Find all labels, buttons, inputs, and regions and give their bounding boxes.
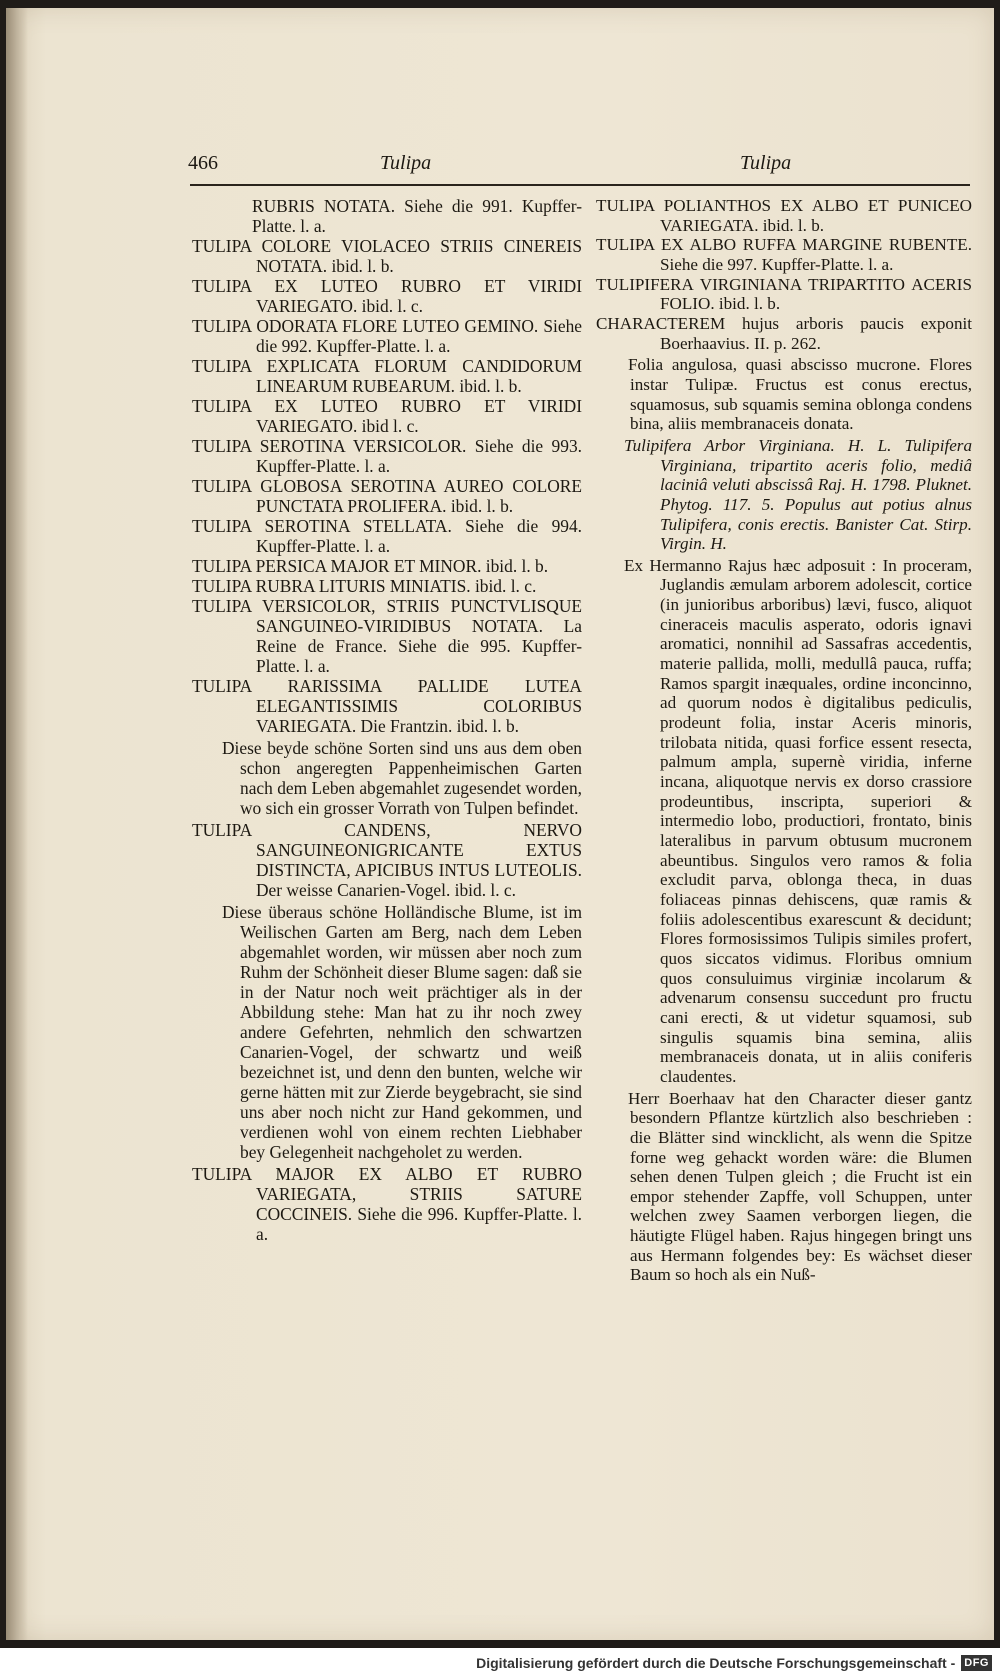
footer-bar	[0, 1648, 1000, 1677]
entry-paragraph: TULIPA EX ALBO RUFFA MARGINE RUBENTE. Siehe die 997. Kupffer-Platte. l. a.	[596, 235, 972, 274]
entry-paragraph: TULIPA CANDENS, NERVO SANGUINEONIGRICANTE EXTUS DISTINCTA, APICIBUS INTUS LUTEOLIS. Der weisse Canarien-Vogel. ibid. l. c.	[192, 820, 582, 900]
running-head-right: Tulipa	[740, 152, 792, 174]
entry-paragraph: TULIPA SEROTINA STELLATA. Siehe die 994. Kupffer-Platte. l. a.	[192, 516, 582, 556]
entry-paragraph: TULIPA GLOBOSA SEROTINA AUREO COLORE PUNCTATA PROLIFERA. ibid. l. b.	[192, 476, 582, 516]
entry-paragraph: TULIPA EXPLICATA FLORUM CANDIDORUM LINEARUM RUBEARUM. ibid. l. b.	[192, 356, 582, 396]
entry-continuation: RUBRIS NOTATA. Siehe die 991. Kupffer-Platte. l. a.	[252, 196, 582, 236]
entry-paragraph: TULIPA RARISSIMA PALLIDE LUTEA ELEGANTISSIMIS COLORIBUS VARIEGATA. Die Frantzin. ibid. l. b.	[192, 676, 582, 736]
footer-credit: Digitalisierung gefördert durch die Deutsche Forschungsgemeinschaft -	[476, 1654, 956, 1671]
entry-paragraph: TULIPA SEROTINA VERSICOLOR. Siehe die 993. Kupffer-Platte. l. a.	[192, 436, 582, 476]
entry-paragraph: TULIPA COLORE VIOLACEO STRIIS CINEREIS NOTATA. ibid. l. b.	[192, 236, 582, 276]
header-rule	[190, 184, 970, 186]
left-column	[192, 196, 582, 1244]
entry-paragraph: TULIPIFERA VIRGINIANA TRIPARTITO ACERIS FOLIO. ibid. l. b.	[596, 274, 972, 314]
entry-paragraph: TULIPA EX LUTEO RUBRO ET VIRIDI VARIEGATO. ibid l. c.	[192, 396, 582, 436]
entry-paragraph: TULIPA PERSICA MAJOR ET MINOR. ibid. l. b.	[192, 556, 549, 576]
note-paragraph: Herr Boerhaav hat den Character dieser gantz besondern Pflantze kürtzlich also beschrieben : die Blätter sind wincklicht, als wenn die Spitze forne weg gehackt worden wäre: die Blumen sehen denen Tulpen gleich ; die Frucht ist ein empor stehender Zapffe, voll Schuppen, unter welchen zwey Saamen verborgen liegen, die häutigte Flügel haben. Rajus hingegen bringt uns aus Hermann folgendes bey: Es wächset dieser Baum so hoch als ein Nuß-	[628, 1088, 972, 1285]
running-head-left: Tulipa	[380, 152, 432, 174]
note-paragraph: Diese beyde schöne Sorten sind uns aus dem oben schon angeregten Pappenheimischen Garten nach dem Leben abgemahlet zugesendet worden, wo sich ein grosser Vorrath von Tulpen befindet.	[222, 738, 582, 818]
entry-paragraph: TULIPA MAJOR EX ALBO ET RUBRO VARIEGATA, STRIIS SATURE COCCINEIS. Siehe die 996. Kupffer-Platte. l. a.	[192, 1164, 582, 1244]
right-column	[596, 196, 972, 1287]
note-paragraph: Diese überaus schöne Holländische Blume, ist im Weilischen Garten am Berg, nach dem Leben abgemahlet worden, wir müssen aber noch zum Ruhm der Schönheit dieser Blume sagen: daß sie in der Natur noch weit prächtiger als in der Abbildung stehe: Man hat zu ihr noch zwey andere Gefehrten, nehmlich den schwartzen Canarien-Vogel, der schwartz und weiß bezeichnet ist, und denn den bunten, welche wir gerne hätten mit zur Zierde beygebracht, sie sind uns aber noch nicht zur Hand gekommen, und verdienen wohl von einem rechten Liebhaber bey Gelegenheit nachgeholet zu werden.	[222, 902, 582, 1162]
entry-paragraph: TULIPA EX LUTEO RUBRO ET VIRIDI VARIEGATO. ibid. l. c.	[192, 276, 582, 316]
book-gutter	[6, 8, 28, 1640]
entry-paragraph: CHARACTEREM hujus arboris paucis exponit Boerhaavius. II. p. 262.	[596, 313, 972, 353]
entry-paragraph: TULIPA RUBRA LITURIS MINIATIS. ibid. l. c.	[192, 576, 537, 596]
character-paragraph: Folia angulosa, quasi abscisso mucrone. Flores instar Tulipæ. Fructus est conus erectus, squamosus, sub squamis semina oblonga condens bina, aliis membranaceis donata.	[628, 355, 972, 434]
entry-paragraph: TULIPA ODORATA FLORE LUTEO GEMINO. Siehe die 992. Kupffer-Platte. l. a.	[192, 316, 582, 356]
entry-paragraph: TULIPA VERSICOLOR, STRIIS PUNCTVLISQUE SANGUINEO-VIRIDIBUS NOTATA. La Reine de France. Siehe die 995. Kupffer-Platte. l. a.	[192, 596, 582, 676]
synonym-paragraph: Tulipifera Arbor Virginiana. H. L. Tulipifera Virginiana, tripartito aceris folio, mediâ laciniâ veluti abscissâ Raj. H. 1798. Pluknet. Phytog. 117. 5. Populus aut potius alnus Tulipifera, conis erectis. Banister Cat. Stirp. Virgin. H.	[624, 435, 972, 554]
dfg-logo: DFG	[961, 1655, 992, 1671]
entry-paragraph: TULIPA POLIANTHOS EX ALBO ET PUNICEO VARIEGATA. ibid. l. b.	[596, 196, 972, 235]
page-number: 466	[188, 152, 218, 174]
description-paragraph: Ex Hermanno Rajus hæc adposuit : In proceram, Juglandis æmulam arborem adolescit, cortice (in junioribus arboribus) lævi, fusco, aliquot cineraceis maculis asperato, odoris ignavi aromatici, nonnihil ad Sassafras accedentis, materie pallida, molli, medullâ pauca, ruffa; Ramos spargit inæquales, ordine inconcinno, ad quorum nodos è digitalibus pediculis, prodeunt folia, instar Aceris minoris, trilobata nitida, quasi forfice essent resecta, palmum ampla, supernè viridia, inferne incana, aliquotque nervis ex dorso crassiore prodeuntibus, inscripta, superiori & intermedio lobo, productiori, frontato, binis lateralibus in parvum obtusum mucronem abeuntibus. Singulos vero ramos & folia excludit parva, oblonga theca, in duas foliaceas pinnas dehiscens, quæ ramis & foliis adolescentibus exarescunt & decidunt; Flores formosissimos Tulipis similes profert, quos siccatos vidimus. Floribus omnium quos consuluimus virginiæ incolarum & advenarum consensu succedunt pro fructu cani erecti, & ut videtur squamosi, sub singulis squamis bina semina, aliis membranaceis donata, ut in aliis coniferis claudentes.	[624, 555, 972, 1086]
